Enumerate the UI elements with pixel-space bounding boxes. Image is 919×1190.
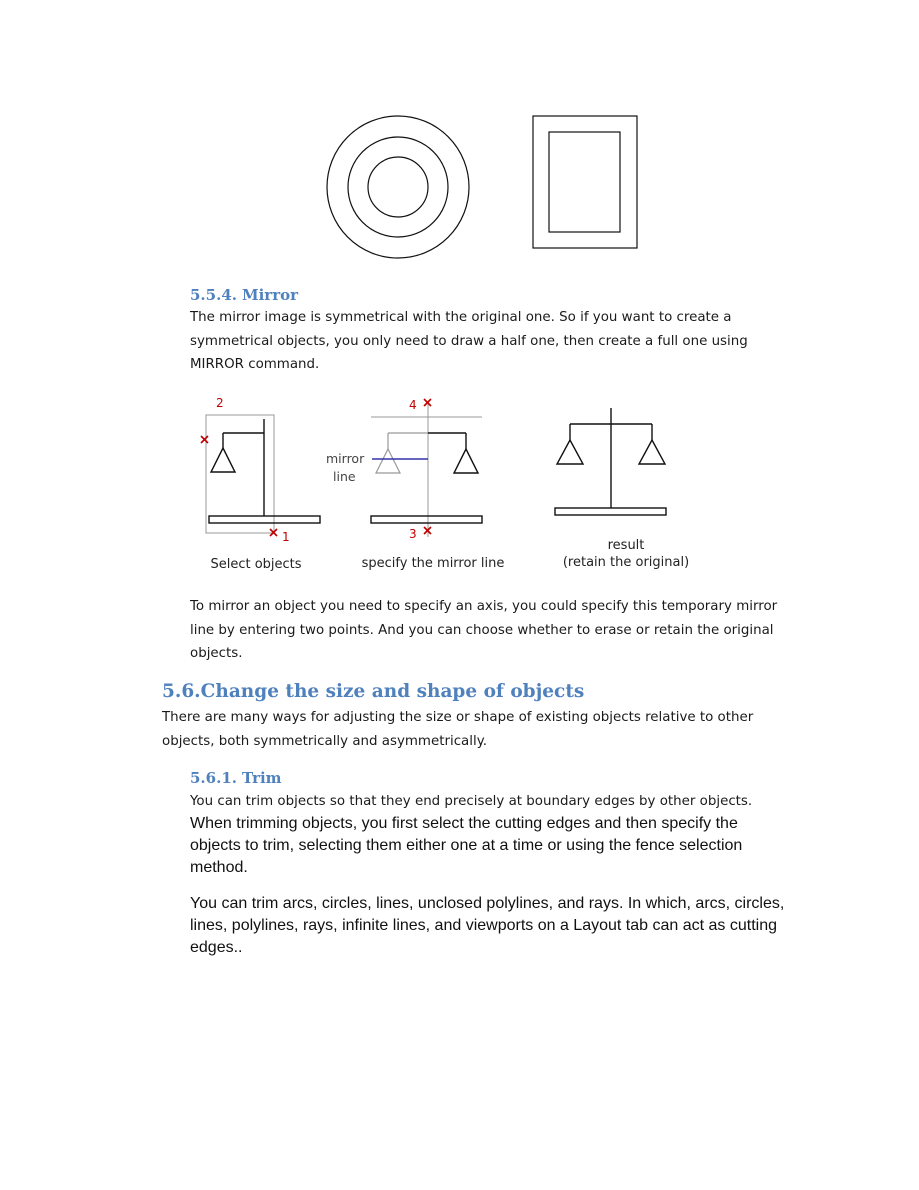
trim-paragraph-2: You can trim arcs, circles, lines, unclosed polylines, and rays. In which, arcs, circles, lines, polylines, rays, infinite lines, and viewports on a Layout tab can act as cutting edges.. [190,895,785,956]
point-2-label: 2 [216,396,224,410]
result-panel [555,408,666,515]
point-1-label: 1 [282,530,290,544]
mirror-heading-title: Mirror [242,286,299,304]
point-3-label: 3 [409,527,417,541]
point-2-marker-icon [201,436,208,443]
change-size-heading [162,681,584,702]
change-size-heading-title: Change the size and shape of objects [200,681,585,702]
mirror-paragraph-2: To mirror an object you need to specify an axis, you could specify this temporary mirror line by entering two points. And you can choose whether to erase or retain the original objects. [190,599,778,661]
trim-line-1: You can trim objects so that they end precisely at boundary edges by other objects. [190,794,753,809]
concentric-circles-icon [327,116,469,258]
trim-heading [190,769,282,787]
mirror-figure [190,392,720,582]
circles-rectangles-figure [325,110,645,270]
caption-specify-mirror-line: specify the mirror line [361,556,505,571]
mirror-label-line1: mirror [326,451,365,466]
trim-paragraph-1: When trimming objects, you first select the cutting edges and then specify the objects to trim, selecting them either one at a time or using the fence selection method. [190,815,743,876]
mirror-heading-number: 5.5.4. [190,286,237,304]
half-scale-drawing [209,419,320,523]
mirror-paragraph: The mirror image is symmetrical with the original one. So if you want to create a symmetrical objects, you only need to draw a half one, then create a full one using MIRROR command. [190,310,748,372]
trim-heading-number: 5.6.1. [190,769,237,787]
change-size-paragraph: There are many ways for adjusting the size or shape of existing objects relative to other objects, both symmetrically and asymmetrically. [162,710,754,749]
caption-result: result [607,538,645,553]
select-objects-panel [201,396,320,544]
mirrored-preview [376,433,428,473]
change-size-heading-number: 5.6. [162,681,201,702]
point-4-label: 4 [409,398,417,412]
mirror-label-line2: line [333,469,356,484]
nested-rectangles-icon [533,116,637,248]
caption-select-objects: Select objects [210,557,302,572]
mirror-heading [190,286,298,304]
specify-mirror-line-panel [326,398,482,541]
trim-heading-title: Trim [242,769,282,787]
caption-retain-original: (retain the original) [562,555,690,570]
